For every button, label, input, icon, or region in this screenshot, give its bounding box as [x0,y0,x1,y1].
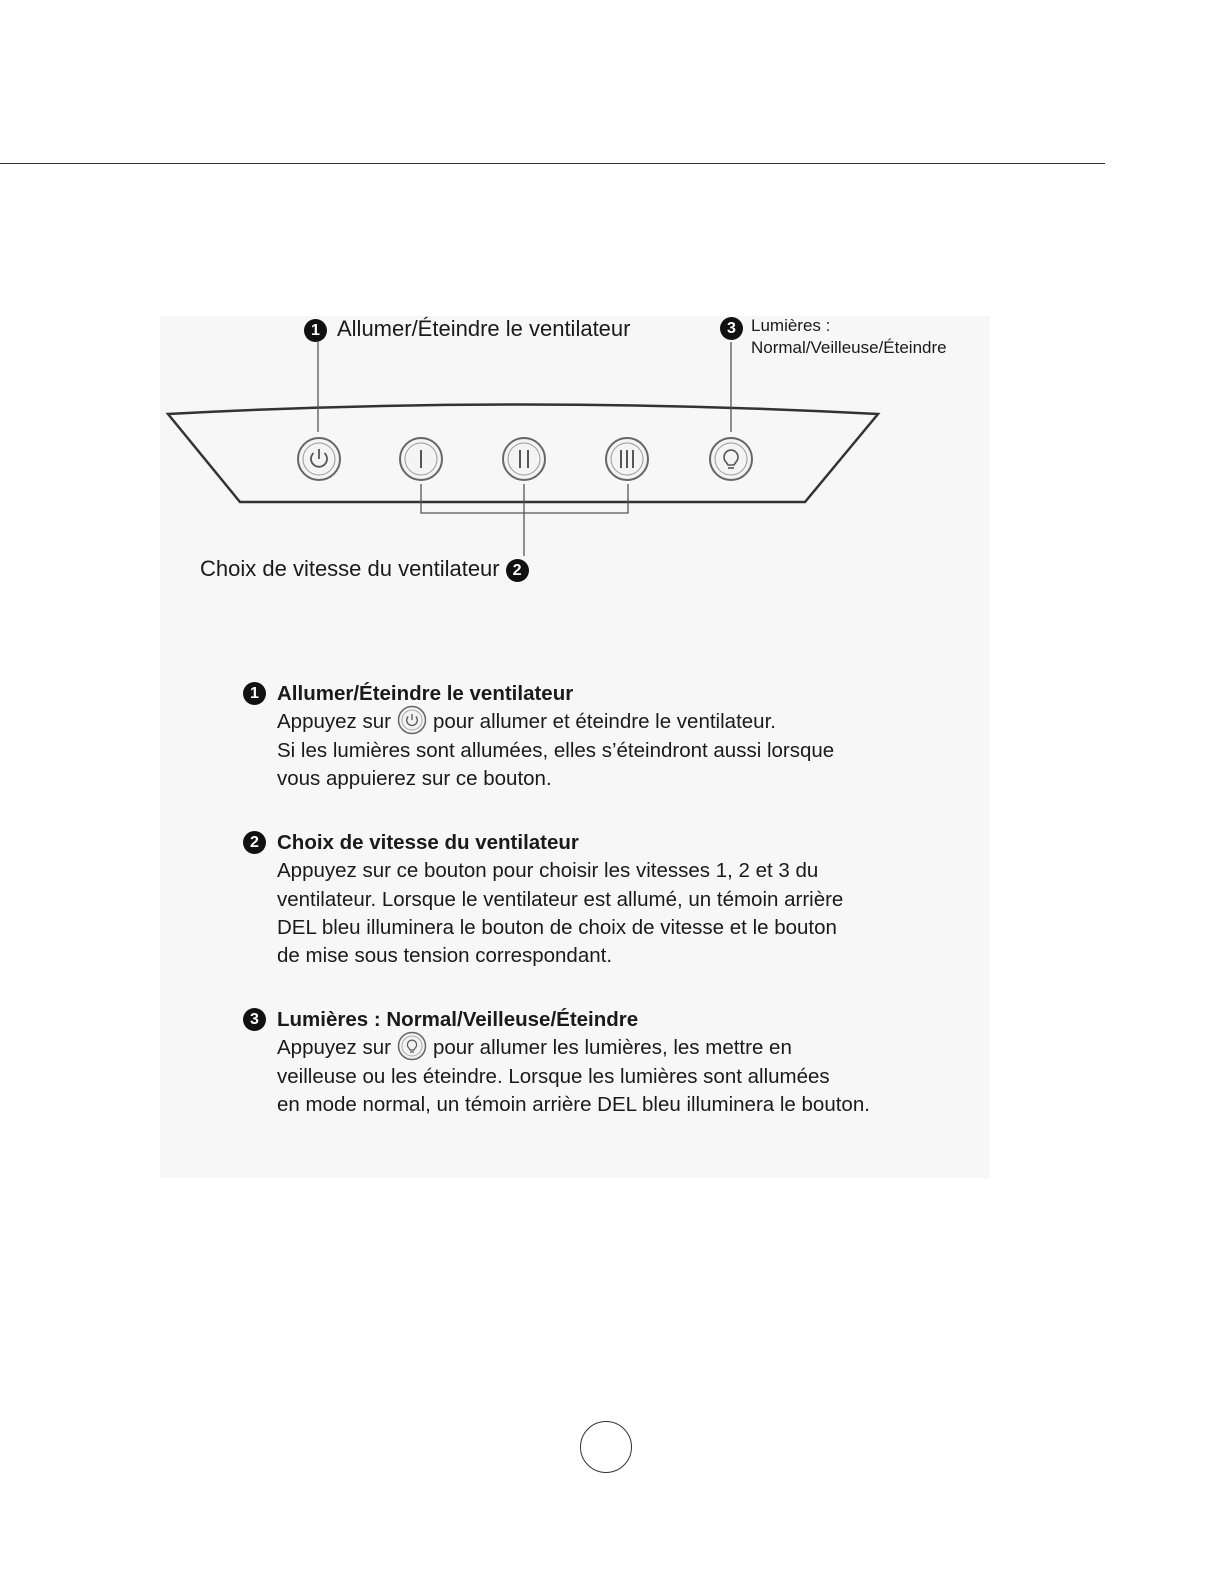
section-line: ventilateur. Lorsque le ventilateur est allumé, un témoin arrière [277,887,844,911]
speed-1-icon [400,438,442,480]
callout-number-2: 2 [506,559,529,582]
control-panel-diagram [0,0,1224,620]
section-title: Lumières : Normal/Veilleuse/Éteindre [277,1008,639,1031]
section-line: en mode normal, un témoin arrière DEL bleu illuminera le bouton. [277,1092,870,1116]
section-title: Allumer/Éteindre le ventilateur [277,682,574,705]
speed-3-icon [606,438,648,480]
callout-3-label-line2: Normal/Veilleuse/Éteindre [751,338,947,357]
callout-2 [200,556,529,582]
page-number-circle [580,1421,632,1473]
section-line [277,1034,963,1062]
section-line: veilleuse ou les éteindre. Lorsque les lumières sont allumées [277,1064,830,1088]
section-line [277,708,963,736]
power-icon [298,438,340,480]
text-after-icon: pour allumer les lumières, les mettre en [432,1036,792,1060]
text-after-icon: pour allumer et éteindre le ventilateur. [432,710,776,734]
section-number-3: 3 [243,1008,266,1031]
section-number-1: 1 [243,682,266,705]
text-before-icon: Appuyez sur [277,710,391,734]
section-title: Choix de vitesse du ventilateur [277,831,579,854]
speed-2-icon [503,438,545,480]
section-body [277,708,963,793]
section-lights [243,1006,963,1119]
light-bulb-icon [397,1031,427,1061]
text-before-icon: Appuyez sur [277,1036,391,1060]
section-body [277,1034,963,1119]
power-icon [397,705,427,735]
section-line: vous appuierez sur ce bouton. [277,766,552,790]
callout-3 [720,315,947,359]
callout-number-1: 1 [304,319,327,342]
callout-number-3: 3 [720,317,743,340]
section-line: DEL bleu illuminera le bouton de choix de vitesse et le bouton [277,915,837,939]
section-power [243,680,963,793]
callout-3-label-line1: Lumières : [751,316,831,335]
callout-1-label: Allumer/Éteindre le ventilateur [337,316,631,341]
section-number-2: 2 [243,831,266,854]
section-speed [243,829,963,970]
section-body [277,857,963,970]
section-line: de mise sous tension correspondant. [277,944,613,968]
callout-2-label: Choix de vitesse du ventilateur [200,556,500,581]
callout-1 [304,316,630,342]
section-line: Appuyez sur ce bouton pour choisir les vitesses 1, 2 et 3 du [277,859,819,883]
section-line: Si les lumières sont allumées, elles s’éteindront aussi lorsque [277,738,835,762]
light-bulb-icon [710,438,752,480]
